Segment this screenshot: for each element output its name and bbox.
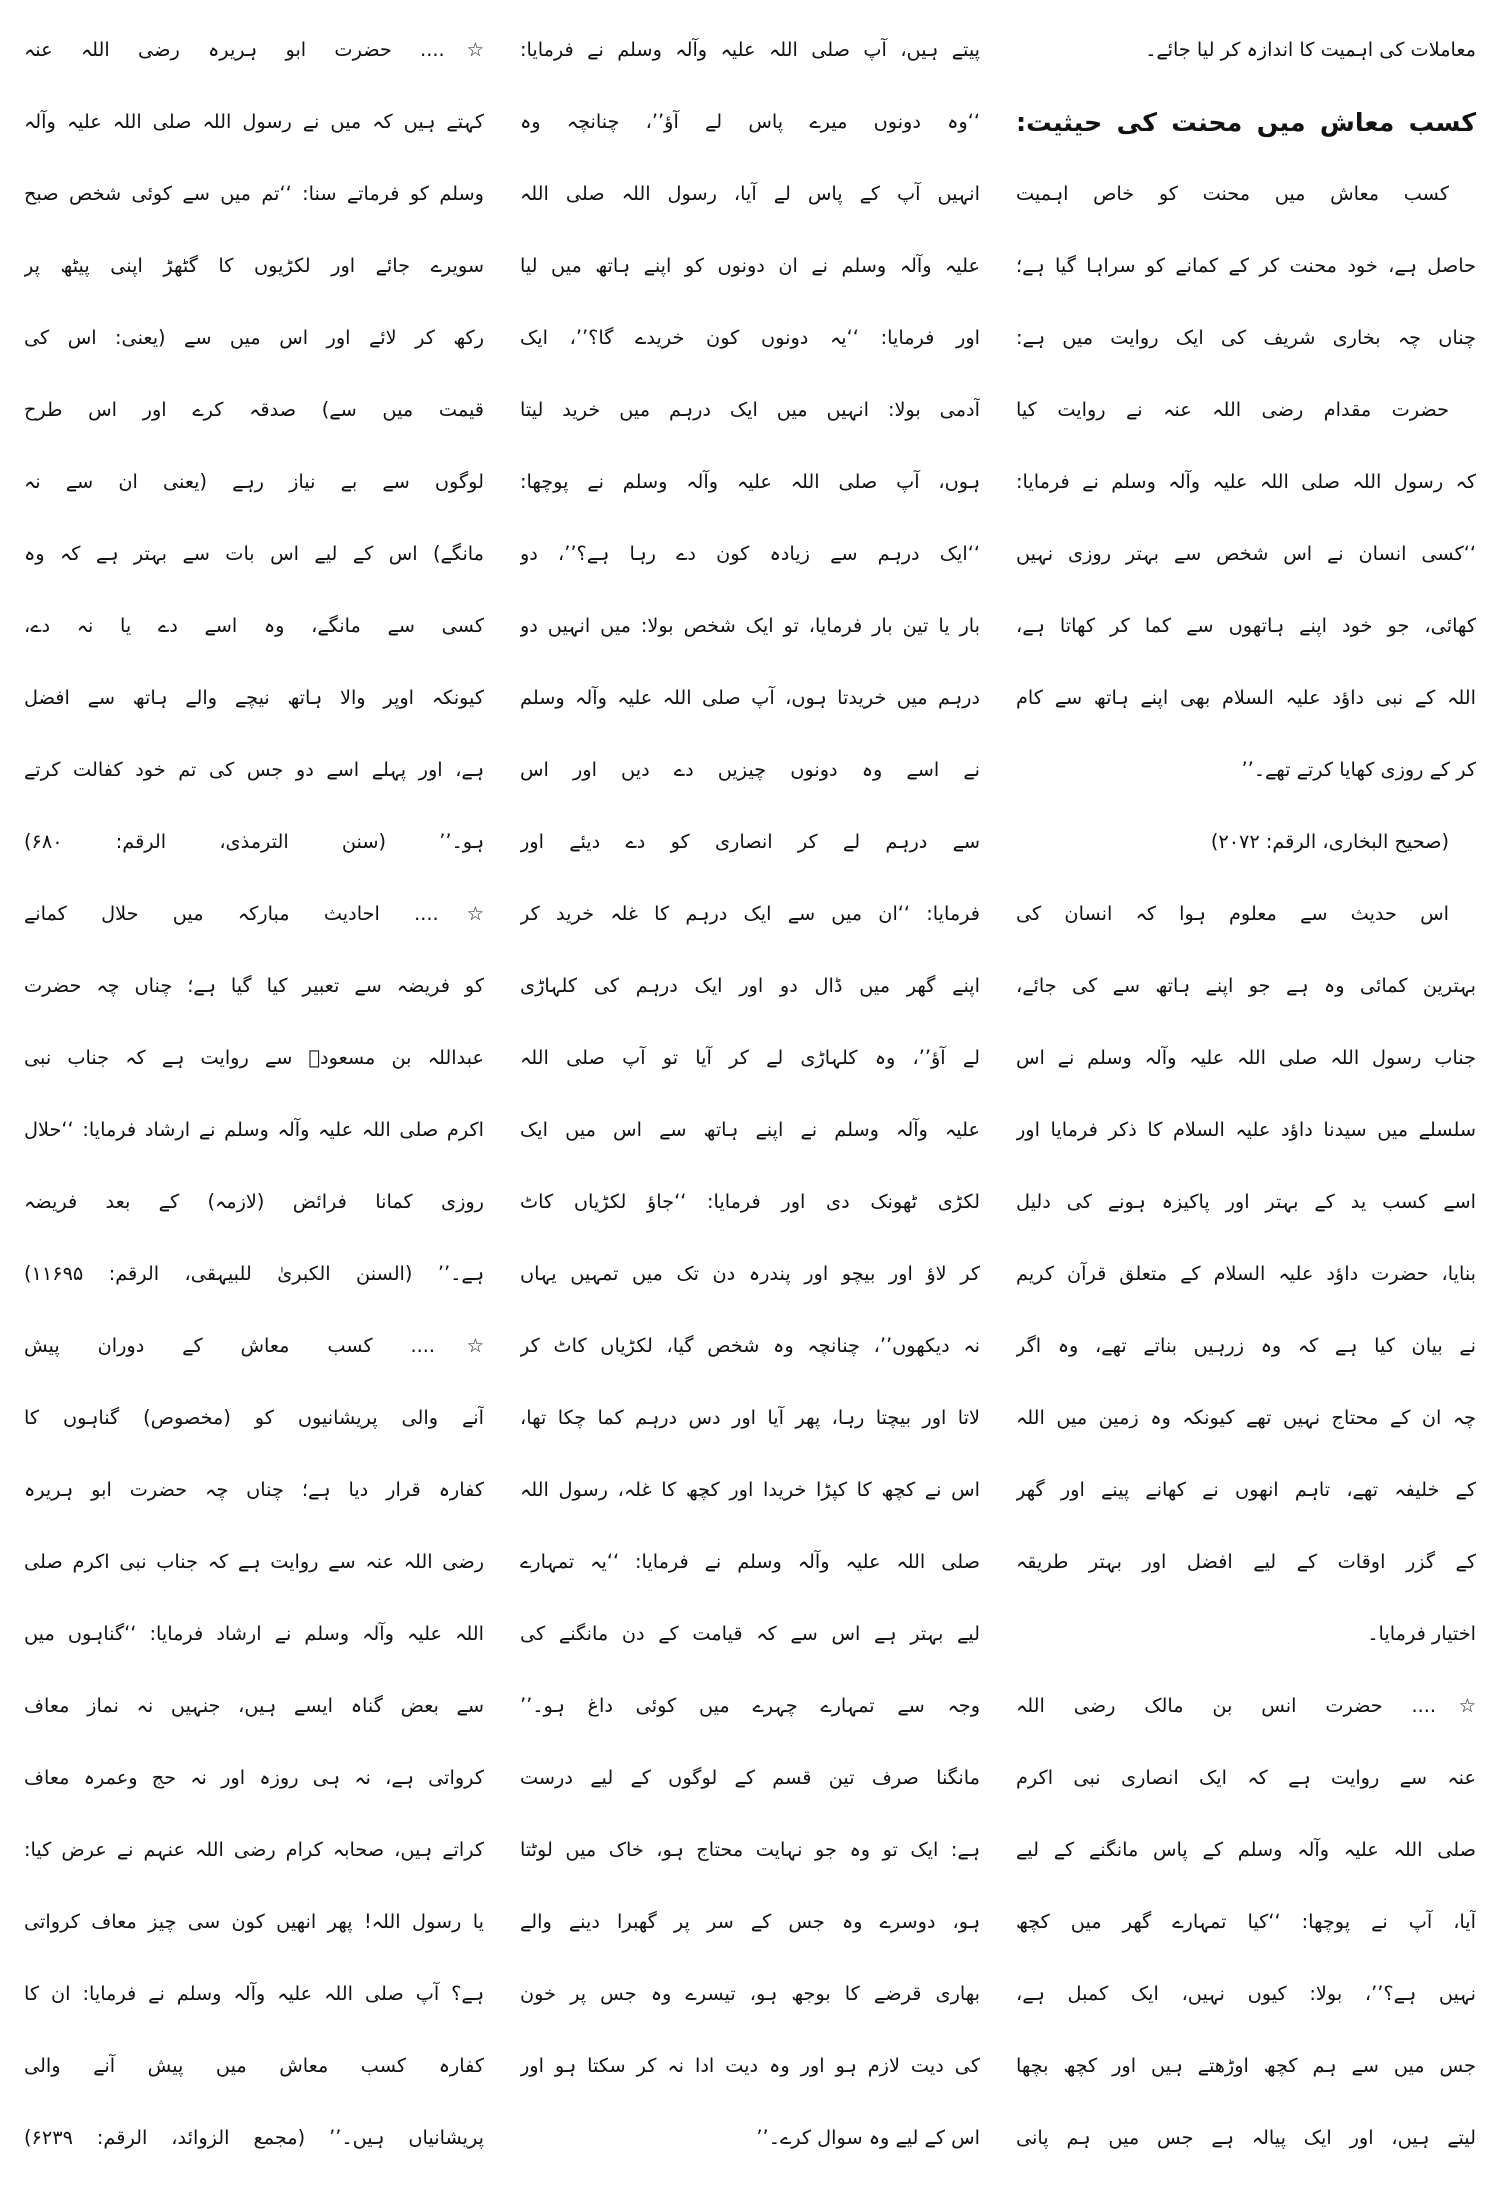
text-line: ‘‘وہ دونوں میرے پاس لے آؤ’’، چنانچہ وہ <box>520 110 980 133</box>
text-line: بار یا تین بار فرمایا، تو ایک شخص بولا: میں انہیں دو <box>520 614 980 637</box>
text-line: رضی اللہ عنہ سے روایت ہے کہ جناب نبی اکرم صلی <box>24 1550 484 1573</box>
text-line: حاصل ہے، خود محنت کر کے کمانے کو سراہا گیا ہے؛ <box>1016 254 1476 277</box>
text-line: جس میں سے ہم کچھ اوڑھتے ہیں اور کچھ بچھا <box>1016 2054 1476 2077</box>
text-line: قیمت میں سے) صدقہ کرے اور اس طرح <box>24 398 484 421</box>
text-line: علیہ وآلہ وسلم نے اپنے ہاتھ سے اس میں ایک <box>520 1118 980 1141</box>
citation-line: (صحیح البخاری، الرقم: ۲۰۷۲) <box>1210 830 1450 853</box>
text-line: کی دیت لازم ہو اور وہ دیت ادا نہ کر سکتا ہو اور <box>520 2054 980 2077</box>
text-line: ہو، دوسرے وہ جس کے سر پر گھبرا دینے والے <box>520 1910 980 1933</box>
text-line: روزی کمانا فرائض (لازمہ) کے بعد فریضہ <box>24 1190 484 1213</box>
text-line: ‘‘ایک درہم سے زیادہ کون دے رہا ہے؟’’، دو <box>520 542 980 565</box>
text-line: کہتے ہیں کہ میں نے رسول اللہ صلی اللہ علیہ وآلہ <box>24 110 484 133</box>
text-line: نہ دیکھوں’’، چنانچہ وہ شخص گیا، لکڑیاں کاٹ کر <box>520 1334 980 1357</box>
text-line: اسے کسب ید کے بہتر اور پاکیزہ ہونے کی دلیل <box>1016 1190 1476 1213</box>
text-line: عنہ سے روایت ہے کہ ایک انصاری نبی اکرم <box>1016 1766 1476 1789</box>
text-line: اختیار فرمایا۔ <box>1367 1622 1476 1645</box>
text-line: بنایا، حضرت داؤد علیہ السلام کے متعلق قرآن کریم <box>1016 1262 1476 1285</box>
citation-line: پریشانیاں ہیں۔’’ (مجمع الزوائد، الرقم: ۶۲۳۹) <box>24 2126 484 2149</box>
text-line: نہیں ہے؟’’، بولا: کیوں نہیں، ایک کمبل ہے، <box>1016 1982 1476 2005</box>
text-line: وسلم کو فرماتے سنا: ‘‘تم میں سے کوئی شخص صبح <box>24 182 484 205</box>
text-line: پیتے ہیں، آپ صلی اللہ علیہ وآلہ وسلم نے فرمایا: <box>520 38 980 61</box>
column-3 <box>24 14 484 2200</box>
text-line: کو فریضہ سے تعبیر کیا گیا ہے؛ چناں چہ حضرت <box>24 974 484 997</box>
text-line: ☆.... حضرت ابو ہریرہ رضی اللہ عنہ <box>24 38 484 61</box>
text-line: آدمی بولا: انہیں میں ایک درہم میں خرید لیتا <box>520 398 980 421</box>
text-line: بہترین کمائی وہ ہے جو اپنے ہاتھ سے کی جائے، <box>1016 974 1476 997</box>
text-line: سویرے جائے اور لکڑیوں کا گٹھڑ اپنی پیٹھ پر <box>24 254 484 277</box>
text-line: علیہ وآلہ وسلم نے ان دونوں کو اپنے ہاتھ میں لیا <box>520 254 980 277</box>
text-line: کراتے ہیں، صحابہ کرام رضی اللہ عنہم نے عرض کیا: <box>24 1838 484 1861</box>
text-line: لوگوں سے بے نیاز رہے (یعنی ان سے نہ <box>24 470 484 493</box>
text-line: چہ ان کے محتاج نہیں تھے کیونکہ وہ زمین میں اللہ <box>1016 1406 1476 1429</box>
text-line: کفارہ کسب معاش میں پیش آنے والی <box>24 2054 484 2077</box>
text-line: ہے، اور پہلے اسے دو جس کی تم خود کفالت کرتے <box>24 758 484 781</box>
text-line: لکڑی ٹھونک دی اور فرمایا: ‘‘جاؤ لکڑیاں کاٹ <box>520 1190 980 1213</box>
text-line: ‘‘کسی انسان نے اس شخص سے بہتر روزی نہیں <box>1016 542 1476 565</box>
text-line: فرمایا: ‘‘ان میں سے ایک درہم کا غلہ خرید کر <box>520 902 980 925</box>
text-line: ☆.... کسب معاش کے دوران پیش <box>24 1334 484 1357</box>
text-line: کے گزر اوقات کے لیے افضل اور بہتر طریقہ <box>1016 1550 1476 1573</box>
text-line: انہیں آپ کے پاس لے آیا، رسول اللہ صلی اللہ <box>520 182 980 205</box>
text-line: آنے والی پریشانیوں کو (مخصوص) گناہوں کا <box>24 1406 484 1429</box>
text-line: لاتا اور بیچتا رہا، پھر آیا اور دس درہم کما چکا تھا، <box>520 1406 980 1429</box>
text-line: حضرت مقدام رضی اللہ عنہ نے روایت کیا <box>1016 398 1450 421</box>
text-line: ☆.... حضرت انس بن مالک رضی اللہ <box>1016 1694 1476 1717</box>
text-line: اس کے لیے وہ سوال کرے۔’’ <box>756 2126 980 2149</box>
text-line: آیا، آپ نے پوچھا: ‘‘کیا تمہارے گھر میں کچھ <box>1016 1910 1476 1933</box>
text-line: سے درہم لے کر انصاری کو دے دیئے اور <box>520 830 980 853</box>
text-line: کر کے روزی کھایا کرتے تھے۔’’ <box>1241 758 1476 781</box>
column-2 <box>520 14 980 2200</box>
citation-line: ہے۔’’ (السنن الکبریٰ للبیہقی، الرقم: ۱۱۶۹۵) <box>24 1262 484 1285</box>
text-line: صلی اللہ علیہ وآلہ وسلم کے پاس مانگنے کے لیے <box>1016 1838 1476 1861</box>
text-line: مانگنا صرف تین قسم کے لوگوں کے لیے درست <box>520 1766 980 1789</box>
text-line: ☆.... احادیث مبارکہ میں حلال کمانے <box>24 902 484 925</box>
text-line: یا رسول اللہ! پھر انھیں کون سی چیز معاف کرواتی <box>24 1910 484 1933</box>
text-line: اس نے کچھ کا کپڑا خریدا اور کچھ کا غلہ، رسول اللہ <box>520 1478 980 1501</box>
text-line: وجہ سے تمہارے چہرے میں کوئی داغ ہو۔’’ <box>520 1694 980 1717</box>
text-line: چناں چہ بخاری شریف کی ایک روایت میں ہے: <box>1016 326 1476 349</box>
text-line: کر لاؤ اور بیچو اور پندرہ دن تک میں تمہیں یہاں <box>520 1262 980 1285</box>
text-line: صلی اللہ علیہ وآلہ وسلم نے فرمایا: ‘‘یہ تمہارے <box>520 1550 980 1573</box>
text-line: اللہ علیہ وآلہ وسلم نے ارشاد فرمایا: ‘‘گناہوں میں <box>24 1622 484 1645</box>
text-line: لیے بہتر ہے اس سے کہ قیامت کے دن مانگنے کی <box>520 1622 980 1645</box>
text-line: کے خلیفہ تھے، تاہم انھوں نے کھانے پینے اور گھر <box>1016 1478 1476 1501</box>
text-line: اور فرمایا: ‘‘یہ دونوں کون خریدے گا؟’’، ایک <box>520 326 980 349</box>
text-line: بھاری قرضے کا بوجھ ہو، تیسرے وہ جس پر خون <box>520 1982 980 2005</box>
text-line: کفارہ قرار دیا ہے؛ چناں چہ حضرت ابو ہریرہ <box>24 1478 484 1501</box>
text-line: مانگے) اس کے لیے اس بات سے بہتر ہے کہ وہ <box>24 542 484 565</box>
text-line: لے آؤ’’، وہ کلہاڑی لے کر آیا تو آپ صلی اللہ <box>520 1046 980 1069</box>
text-line: کیونکہ اوپر والا ہاتھ نیچے والے ہاتھ سے افضل <box>24 686 484 709</box>
text-line: سے بعض گناہ ایسے ہیں، جنہیں نہ نماز معاف <box>24 1694 484 1717</box>
text-line: عبداللہ بن مسعودؓ سے روایت ہے کہ جناب نبی <box>24 1046 484 1069</box>
text-line: کھائی، جو خود اپنے ہاتھوں سے کما کر کھاتا ہے، <box>1016 614 1476 637</box>
text-line: معاملات کی اہمیت کا اندازہ کر لیا جائے۔ <box>1145 38 1476 61</box>
text-line: اکرم صلی اللہ علیہ وآلہ وسلم نے ارشاد فرمایا: ‘‘حلال <box>24 1118 484 1141</box>
text-line: کرواتی ہے، نہ ہی روزہ اور نہ حج وعمرہ معاف <box>24 1766 484 1789</box>
text-line: ہوں، آپ صلی اللہ علیہ وآلہ وسلم نے پوچھا: <box>520 470 980 493</box>
text-line: جناب رسول اللہ صلی اللہ علیہ وآلہ وسلم نے اس <box>1016 1046 1476 1069</box>
text-line: اس حدیث سے معلوم ہوا کہ انسان کی <box>1016 902 1450 925</box>
text-line: رکھ کر لائے اور اس میں سے (یعنی: اس کی <box>24 326 484 349</box>
text-line: کسب معاش میں محنت کو خاص اہمیت <box>1016 182 1450 205</box>
text-line: ہے؟ آپ صلی اللہ علیہ وآلہ وسلم نے فرمایا: ان کا <box>24 1982 484 2005</box>
text-line: ہے: ایک تو وہ جو نہایت محتاج ہو، خاک میں لوٹتا <box>520 1838 980 1861</box>
column-1 <box>1016 14 1476 2200</box>
text-line: نے بیان کیا ہے کہ وہ زرہیں بناتے تھے، وہ اگر <box>1016 1334 1476 1357</box>
text-line: کہ رسول اللہ صلی اللہ علیہ وآلہ وسلم نے فرمایا: <box>1016 470 1476 493</box>
text-line: درہم میں خریدتا ہوں، آپ صلی اللہ علیہ وآلہ وسلم <box>520 686 980 709</box>
text-line: سلسلے میں سیدنا داؤد علیہ السلام کا ذکر فرمایا اور <box>1016 1118 1476 1141</box>
text-line: نے اسے وہ دونوں چیزیں دے دیں اور اس <box>520 758 980 781</box>
text-line: اللہ کے نبی داؤد علیہ السلام بھی اپنے ہاتھ سے کام <box>1016 686 1476 709</box>
text-line: اپنے گھر میں ڈال دو اور ایک درہم کی کلہاڑی <box>520 974 980 997</box>
text-line: لیتے ہیں، اور ایک پیالہ ہے جس میں ہم پانی <box>1016 2126 1476 2149</box>
text-line: کسی سے مانگے، وہ اسے دے یا نہ دے، <box>24 614 484 637</box>
citation-line: ہو۔’’ (سنن الترمذی، الرقم: ۶۸۰) <box>24 830 484 853</box>
section-heading: کسب معاش میں محنت کی حیثیت: <box>1016 107 1476 137</box>
